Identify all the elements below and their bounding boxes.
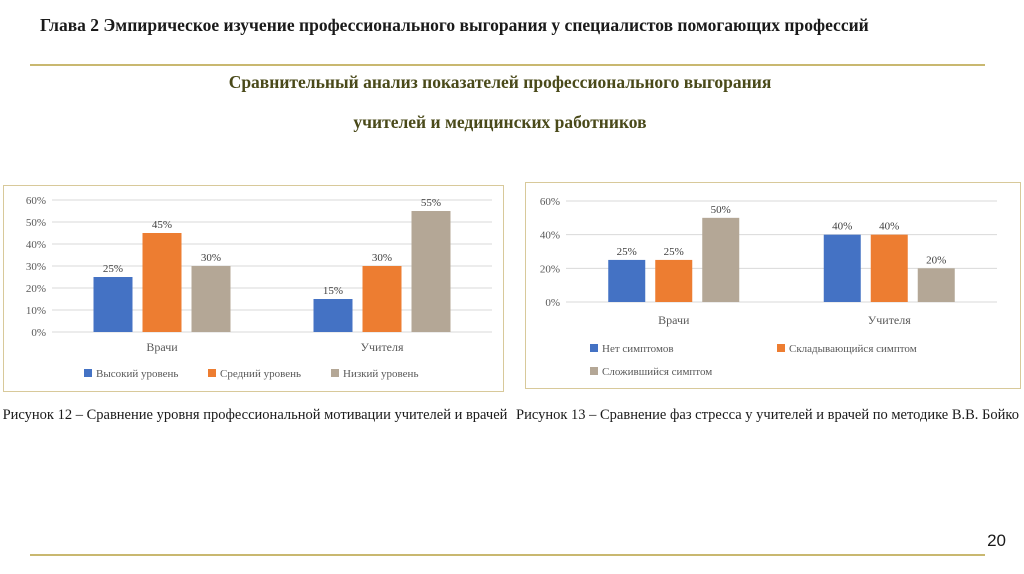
bar xyxy=(655,260,692,302)
figure-12-caption: Рисунок 12 – Сравнение уровня профессиональной мотивации учителей и врачей xyxy=(2,407,508,423)
footer-divider xyxy=(30,554,985,556)
slide-subtitle-line2: учителей и медицинских работников xyxy=(353,112,647,132)
y-tick-label: 40% xyxy=(539,229,560,242)
y-tick-label: 20% xyxy=(25,283,46,295)
chart-motivation-levels xyxy=(3,185,504,392)
bar xyxy=(314,299,353,332)
bar xyxy=(192,266,231,332)
data-label: 25% xyxy=(616,245,637,258)
x-tick-label: Врачи xyxy=(658,313,690,327)
legend-swatch xyxy=(590,344,598,352)
data-label: 25% xyxy=(663,245,684,258)
y-tick-label: 0% xyxy=(545,297,560,309)
bar xyxy=(871,235,908,302)
data-label: 20% xyxy=(926,254,947,267)
legend-swatch xyxy=(208,369,216,377)
legend-label: Низкий уровень xyxy=(343,368,419,380)
data-label: 30% xyxy=(200,252,222,264)
y-tick-label: 0% xyxy=(31,327,46,339)
chart-stress-phases xyxy=(525,182,1021,389)
bar xyxy=(143,233,182,332)
data-label: 45% xyxy=(151,219,173,231)
bar xyxy=(824,235,861,302)
legend-label: Средний уровень xyxy=(220,368,301,380)
header-title: Глава 2 Эмпирическое изучение профессионального выгорания у специалистов помогающих профессий xyxy=(40,15,869,35)
page-number: 20 xyxy=(987,531,1006,550)
x-tick-label: Учителя xyxy=(360,340,404,354)
y-tick-label: 10% xyxy=(25,305,46,317)
data-label: 30% xyxy=(371,252,393,264)
bar xyxy=(918,268,955,302)
x-tick-label: Врачи xyxy=(146,340,178,354)
data-label: 40% xyxy=(832,220,853,233)
y-tick-label: 20% xyxy=(539,263,560,276)
y-tick-label: 30% xyxy=(25,261,46,273)
legend-swatch xyxy=(777,344,785,352)
legend-label: Высокий уровень xyxy=(96,368,179,380)
bar xyxy=(412,211,451,332)
legend-swatch xyxy=(331,369,339,377)
data-label: 15% xyxy=(322,285,344,297)
y-tick-label: 40% xyxy=(25,239,46,251)
bar xyxy=(363,266,402,332)
y-tick-label: 60% xyxy=(25,195,46,207)
chart-stress-svg xyxy=(526,183,1020,388)
bar xyxy=(94,277,133,332)
legend-label: Сложившийся симптом xyxy=(602,366,713,378)
bar xyxy=(608,260,645,302)
legend-swatch xyxy=(84,369,92,377)
x-tick-label: Учителя xyxy=(867,313,911,327)
slide-subtitle-line1: Сравнительный анализ показателей профессионального выгорания xyxy=(228,72,772,92)
figure-13-caption: Рисунок 13 – Сравнение фаз стресса у учителей и врачей по методике В.В. Бойко xyxy=(516,407,1019,423)
header-divider xyxy=(30,64,985,66)
data-label: 40% xyxy=(879,220,900,233)
bar xyxy=(702,218,739,302)
data-label: 55% xyxy=(420,197,442,209)
legend-swatch xyxy=(590,367,598,375)
data-label: 25% xyxy=(102,263,124,275)
chart-motivation-svg xyxy=(4,186,503,391)
legend-label: Нет симптомов xyxy=(602,343,674,355)
data-label: 50% xyxy=(710,203,731,216)
y-tick-label: 50% xyxy=(25,217,46,229)
y-tick-label: 60% xyxy=(539,196,560,208)
legend-label: Складывающийся симптом xyxy=(789,343,917,355)
